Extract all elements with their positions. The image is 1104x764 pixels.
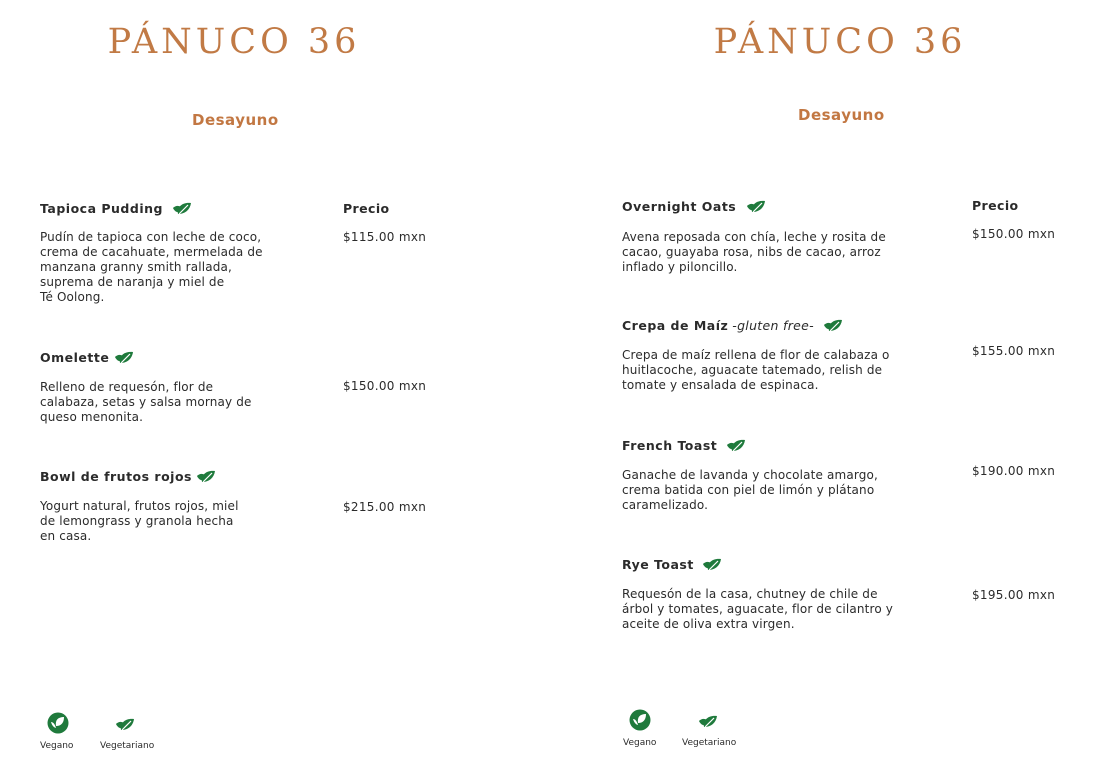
- legend-label-vegano: Vegano: [623, 738, 657, 748]
- description-line: calabaza, setas y salsa mornay de: [40, 395, 252, 409]
- description-line: Pudín de tapioca con leche de coco,: [40, 230, 262, 244]
- description-line: crema de cacahuate, mermelada de: [40, 245, 263, 259]
- price-column-header: Precio: [343, 201, 390, 216]
- menu-item-price: $215.00 mxn: [343, 500, 427, 514]
- vegetarian-leaf-icon: [823, 319, 843, 333]
- price-column-header: Precio: [972, 198, 1019, 213]
- description-line: Avena reposada con chía, leche y rosita de: [622, 230, 886, 244]
- description-line: Crepa de maíz rellena de flor de calabaza o: [622, 348, 890, 362]
- section-title: Desayuno: [192, 111, 279, 129]
- menu-item-price: $115.00 mxn: [343, 230, 427, 244]
- menu-item-title: Bowl de frutos rojos: [40, 469, 192, 484]
- description-line: suprema de naranja y miel de: [40, 275, 225, 289]
- description-line: crema batida con piel de limón y plátano: [622, 483, 875, 497]
- description-line: Té Oolong.: [40, 290, 105, 304]
- menu-item-title: Overnight Oats: [622, 199, 737, 214]
- description-line: manzana granny smith rallada,: [40, 260, 232, 274]
- vegetarian-leaf-icon: [746, 200, 766, 214]
- description-line: Relleno de requesón, flor de: [40, 380, 214, 394]
- menu-page-right: [552, 0, 1104, 764]
- menu-item-name: [622, 557, 722, 572]
- description-line: queso menonita.: [40, 410, 144, 424]
- vegan-badge-icon: [629, 709, 651, 731]
- menu-item-description: [40, 380, 270, 425]
- legend-label-vegetariano: Vegetariano: [100, 741, 155, 751]
- menu-item-name: [40, 469, 216, 484]
- menu-item-description: [622, 587, 897, 632]
- restaurant-logo: PÁNUCO 36: [713, 22, 967, 62]
- legend-label-vegano: Vegano: [40, 741, 74, 751]
- menu-item-name: [40, 350, 134, 365]
- menu-item-title: Crepa de Maíz: [622, 318, 729, 333]
- menu-item-description: [622, 230, 897, 275]
- description-line: inflado y piloncillo.: [622, 260, 738, 274]
- menu-item-title: French Toast: [622, 438, 718, 453]
- description-line: huitlacoche, aguacate tatemado, relish de: [622, 363, 883, 377]
- vegetarian-leaf-icon: [196, 470, 216, 484]
- description-line: Ganache de lavanda y chocolate amargo,: [622, 468, 878, 482]
- menu-item-name: [622, 318, 843, 333]
- vegan-badge-icon: [47, 712, 69, 734]
- menu-item-price: $195.00 mxn: [972, 588, 1056, 602]
- description-line: caramelizado.: [622, 498, 709, 512]
- menu-item-name: [40, 201, 192, 216]
- menu-item-name: [622, 199, 766, 214]
- description-line: de lemongrass y granola hecha: [40, 514, 234, 528]
- menu-item-price: $155.00 mxn: [972, 344, 1056, 358]
- menu-item-description: [622, 348, 897, 393]
- menu-item-description: [622, 468, 897, 513]
- vegetarian-leaf-icon: [114, 351, 134, 365]
- menu-item-price: $150.00 mxn: [972, 227, 1056, 241]
- legend-label-vegetariano: Vegetariano: [682, 738, 737, 748]
- menu-item-description: [40, 499, 270, 544]
- description-line: tomate y ensalada de espinaca.: [622, 378, 819, 392]
- menu-item-name: [622, 438, 746, 453]
- menu-item-price: $190.00 mxn: [972, 464, 1056, 478]
- restaurant-logo: PÁNUCO 36: [107, 22, 361, 62]
- menu-item-title: Rye Toast: [622, 557, 694, 572]
- description-line: cacao, guayaba rosa, nibs de cacao, arroz: [622, 245, 881, 259]
- menu-item-description: [40, 230, 270, 305]
- description-line: aceite de oliva extra virgen.: [622, 617, 795, 631]
- vegetarian-leaf-icon: [115, 718, 135, 732]
- vegetarian-leaf-icon: [172, 202, 192, 216]
- gluten-free-tag: -gluten free-: [732, 318, 814, 333]
- description-line: árbol y tomates, aguacate, flor de cilantro y: [622, 602, 894, 616]
- description-line: Requesón de la casa, chutney de chile de: [622, 587, 878, 601]
- menu-item-price: $150.00 mxn: [343, 379, 427, 393]
- description-line: Yogurt natural, frutos rojos, miel: [40, 499, 239, 513]
- description-line: en casa.: [40, 529, 92, 543]
- vegetarian-leaf-icon: [726, 439, 746, 453]
- menu-item-title: Omelette: [40, 350, 110, 365]
- section-title: Desayuno: [798, 106, 885, 124]
- vegetarian-leaf-icon: [698, 715, 718, 729]
- menu-item-title: Tapioca Pudding: [40, 201, 163, 216]
- vegetarian-leaf-icon: [702, 558, 722, 572]
